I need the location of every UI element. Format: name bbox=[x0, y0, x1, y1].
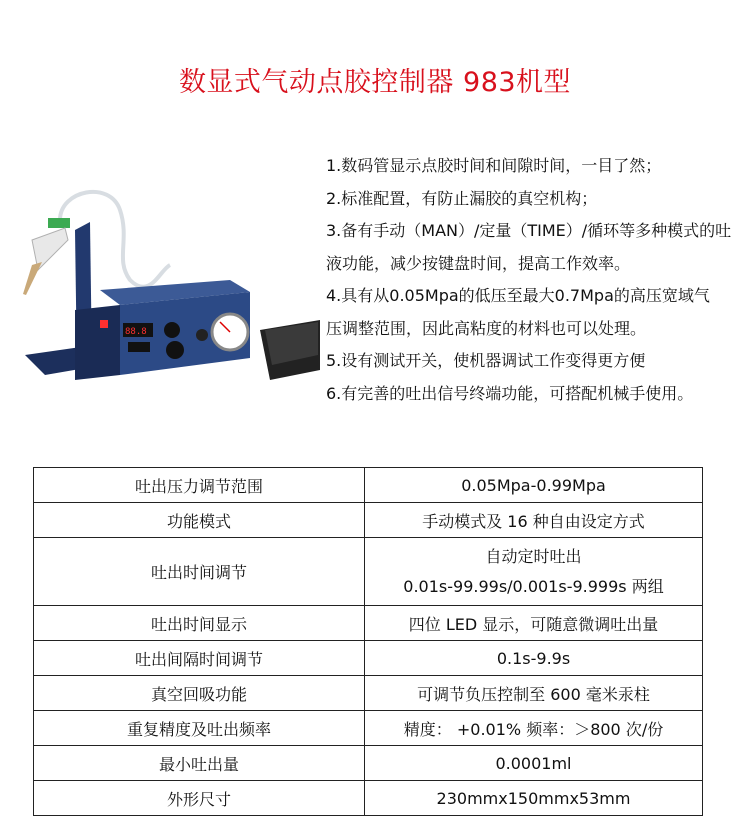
feature-line: 4.具有从0.05Mpa的低压至最大0.7Mpa的高压宽域气 bbox=[326, 286, 710, 305]
spec-key: 功能模式 bbox=[34, 503, 365, 538]
spec-key: 吐出间隔时间调节 bbox=[34, 641, 365, 676]
table-row bbox=[34, 746, 703, 781]
spec-value: 精度： +0.01% 频率：＞800 次/份 bbox=[365, 711, 703, 746]
page-title: 数显式气动点胶控制器 983机型 bbox=[178, 67, 572, 98]
feature-line: 2.标准配置，有防止漏胶的真空机构； bbox=[326, 188, 598, 208]
dispenser-product-image bbox=[20, 180, 320, 395]
syringe-cap bbox=[48, 218, 70, 228]
spec-value-line: 自动定时吐出 bbox=[485, 546, 582, 566]
spec-key: 吐出时间显示 bbox=[34, 606, 365, 641]
feature-line: 压调整范围，因此高粘度的材料也可以处理。 bbox=[326, 318, 647, 338]
spec-value-line: 0.01s-99.99s/0.001s-9.999s 两组 bbox=[403, 576, 664, 596]
feature-line: 液功能，减少按键盘时间，提高工作效率。 bbox=[326, 253, 631, 273]
spec-key: 外形尺寸 bbox=[34, 781, 365, 816]
table-row bbox=[34, 676, 703, 711]
spec-value: 可调节负压控制至 600 毫米汞柱 bbox=[365, 676, 703, 711]
spec-key: 真空回吸功能 bbox=[34, 676, 365, 711]
spec-key: 重复精度及吐出频率 bbox=[34, 711, 365, 746]
table-row bbox=[34, 711, 703, 746]
spec-key: 吐出时间调节 bbox=[34, 538, 365, 606]
spec-value: 0.0001ml bbox=[365, 746, 703, 781]
spec-value: 0.1s-9.9s bbox=[365, 641, 703, 676]
table-row bbox=[34, 538, 703, 606]
spec-value bbox=[365, 538, 703, 606]
table-row bbox=[34, 781, 703, 816]
spec-key: 吐出压力调节范围 bbox=[34, 468, 365, 503]
spec-value: 四位 LED 显示，可随意微调吐出量 bbox=[365, 606, 703, 641]
spec-key: 最小吐出量 bbox=[34, 746, 365, 781]
feature-line: 1.数码管显示点胶时间和间隙时间，一目了然； bbox=[326, 156, 662, 175]
knob-1 bbox=[164, 322, 180, 338]
feature-line: 6.有完善的吐出信号终端功能，可搭配机械手使用。 bbox=[326, 383, 694, 403]
knob-2 bbox=[166, 341, 184, 359]
spec-table bbox=[33, 467, 703, 816]
feature-line: 5.设有测试开关，使机器调试工作变得更方便 bbox=[326, 351, 646, 370]
feature-line: 3.备有手动（MAN）/定量（TIME）/循环等多种模式的吐 bbox=[326, 221, 732, 240]
feature-list bbox=[326, 150, 746, 410]
svg-text:88.8: 88.8 bbox=[125, 327, 147, 337]
spec-value: 0.05Mpa-0.99Mpa bbox=[365, 468, 703, 503]
spec-value: 手动模式及 16 种自由设定方式 bbox=[365, 503, 703, 538]
table-row bbox=[34, 606, 703, 641]
table-row bbox=[34, 468, 703, 503]
table-row bbox=[34, 641, 703, 676]
spec-value: 230mmx150mmx53mm bbox=[365, 781, 703, 816]
table-row bbox=[34, 503, 703, 538]
